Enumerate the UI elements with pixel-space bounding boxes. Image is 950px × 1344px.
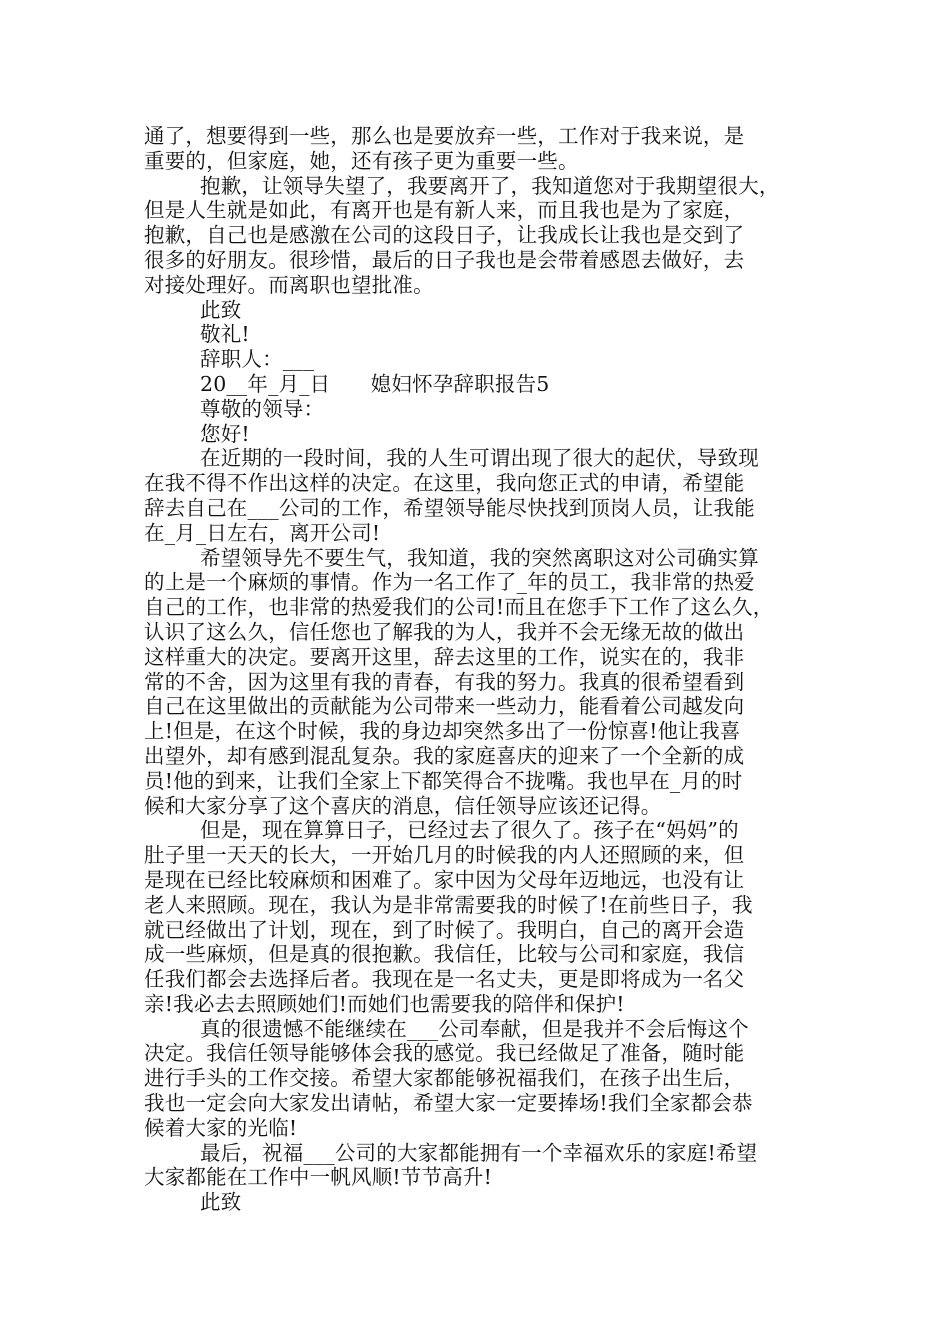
- text-line: 员!他的到来，让我们全家上下都笑得合不拢嘴。我也早在_月的时: [144, 768, 743, 793]
- text-line: 在_月_日左右，离开公司!: [144, 520, 381, 545]
- text-line: 辞去自己在___公司的工作，希望领导能尽快找到顶岗人员，让我能: [144, 495, 755, 520]
- text-line: 在我不得不作出这样的决定。在这里，我向您正式的申请，希望能: [144, 471, 745, 496]
- text-line: 亲!我必去去照顾她们!而她们也需要我的陪伴和保护!: [144, 991, 625, 1016]
- text-line: 出望外，却有感到混乱复杂。我的家庭喜庆的迎来了一个全新的成: [144, 743, 745, 768]
- text-line: 常的不舍，因为这里有我的青春，有我的努力。我真的很希望看到: [144, 669, 745, 694]
- text-line: 对接处理好。而离职也望批准。: [144, 272, 434, 297]
- text-line: 大家都能在工作中一帆风顺!节节高升!: [144, 1165, 493, 1190]
- text-line: 但是人生就是如此，有离开也是有新人来，而且我也是为了家庭，: [144, 198, 745, 223]
- text-line: 候和大家分享了这个喜庆的消息，信任领导应该还记得。: [144, 793, 662, 818]
- text-line: 此致: [200, 297, 242, 322]
- text-line: 您好!: [200, 421, 250, 446]
- text-line: 我也一定会向大家发出请帖，希望大家一定要捧场!我们全家都会恭: [144, 1091, 753, 1116]
- text-line: 的上是一个麻烦的事情。作为一名工作了_年的员工，我非常的热爱: [144, 570, 755, 595]
- text-line: 上!但是，在这个时候，我的身边却突然多出了一份惊喜!他让我喜: [144, 719, 741, 744]
- text-line: 任我们都会去选择后者。我现在是一名丈夫，更是即将成为一名父: [144, 967, 745, 992]
- text-line: 通了，想要得到一些，那么也是要放弃一些，工作对于我来说，是: [144, 124, 745, 148]
- text-line: 在近期的一段时间，我的人生可谓出现了很大的起伏，导致现: [200, 446, 759, 471]
- text-line: 认识了这么久，信任您也了解我的为人，我并不会无缘无故的做出: [144, 619, 745, 644]
- document-body: [144, 124, 816, 1215]
- text-line: 自己的工作，也非常的热爱我们的公司!而且在您手下工作了这么久，: [144, 595, 774, 620]
- text-line: 20__年_月_日 媳妇怀孕辞职报告5: [200, 371, 550, 396]
- text-line: 这样重大的决定。要离开这里，辞去这里的工作，说实在的，我非: [144, 644, 745, 669]
- text-line: 是现在已经比较麻烦和困难了。家中因为父母年迈地远，也没有让: [144, 867, 745, 892]
- text-line: 自己在这里做出的贡献能为公司带来一些动力，能看着公司越发向: [144, 694, 745, 719]
- text-line: 抱歉，让领导失望了，我要离开了，我知道您对于我期望很大，: [200, 173, 780, 198]
- text-line: 候着大家的光临!: [144, 1115, 298, 1140]
- text-line: 成一些麻烦，但是真的很抱歉。我信任，比较与公司和家庭，我信: [144, 942, 745, 967]
- text-line: 肚子里一天天的长大，一开始几月的时候我的内人还照顾的来，但: [144, 843, 745, 868]
- text-line: 决定。我信任领导能够体会我的感觉。我已经做足了准备，随时能: [144, 1041, 745, 1066]
- text-line: 抱歉，自己也是感激在公司的这段日子，让我成长让我也是交到了: [144, 223, 745, 248]
- text-line: 很多的好朋友。很珍惜，最后的日子我也是会带着感恩去做好，去: [144, 247, 745, 272]
- text-line: 敬礼!: [200, 322, 250, 347]
- text-line: 老人来照顾。现在，我认为是非常需要我的时候了!在前些日子，我: [144, 892, 753, 917]
- text-line: 进行手头的工作交接。希望大家都能够祝福我们，在孩子出生后，: [144, 1066, 745, 1091]
- text-line: 真的很遗憾不能继续在___公司奉献，但是我并不会后悔这个: [200, 1016, 749, 1041]
- text-line: 尊敬的领导：: [200, 396, 325, 421]
- text-line: 就已经做出了计划，现在，到了时候了。我明白，自己的离开会造: [144, 917, 745, 942]
- text-line: 重要的，但家庭，她，还有孩子更为重要一些。: [144, 148, 579, 173]
- text-line: 希望领导先不要生气，我知道，我的突然离职这对公司确实算: [200, 545, 759, 570]
- text-line: 最后，祝福___公司的大家都能拥有一个幸福欢乐的家庭!希望: [200, 1140, 758, 1165]
- text-line: 此致: [200, 1190, 242, 1215]
- text-line: 辞职人：___: [200, 347, 315, 372]
- text-line: 但是，现在算算日子，已经过去了很久了。孩子在“妈妈”的: [200, 818, 739, 843]
